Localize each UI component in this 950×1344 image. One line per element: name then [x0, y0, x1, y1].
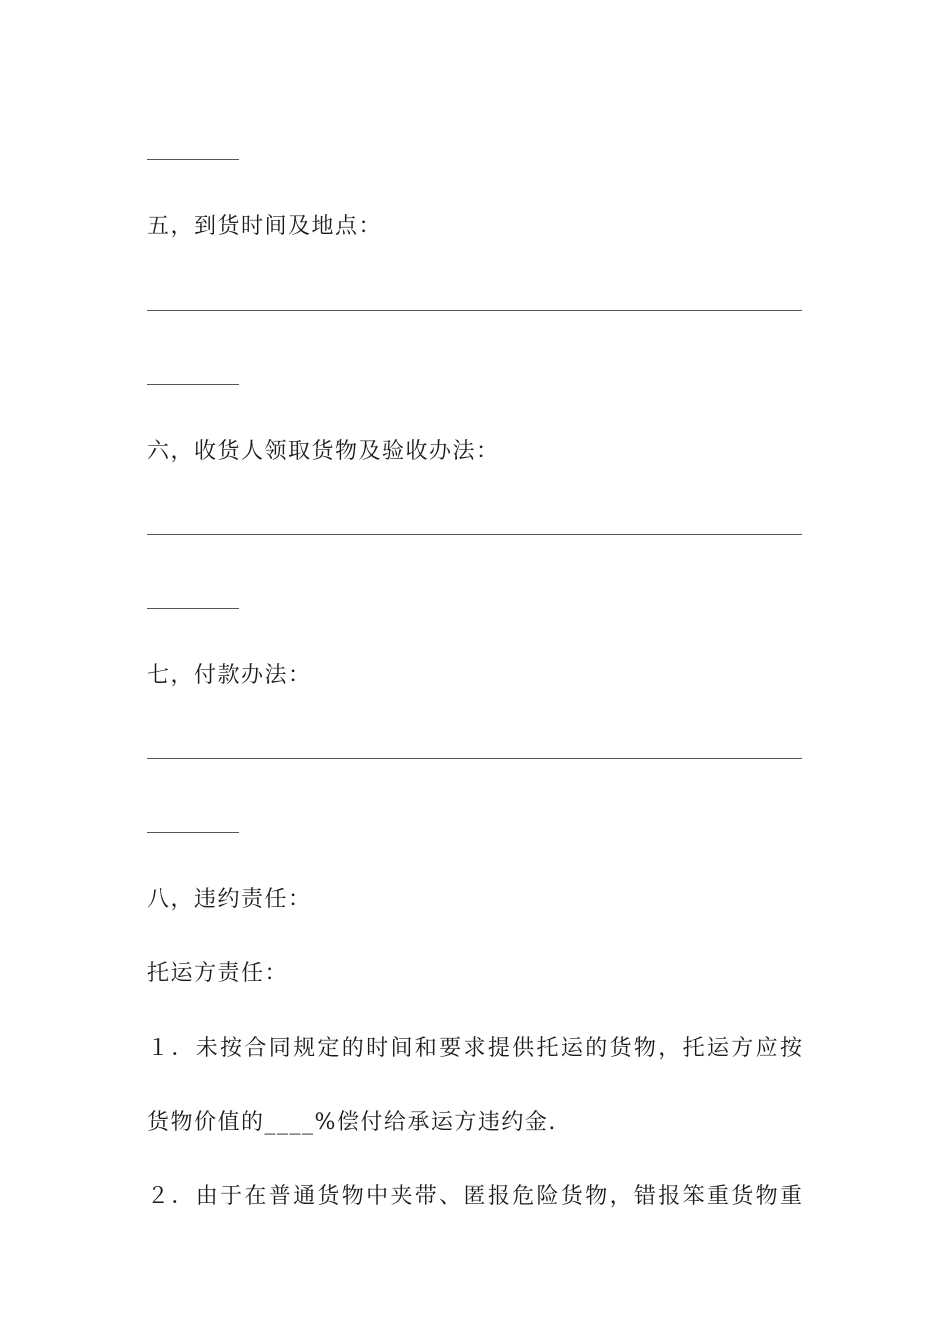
blank-line-long — [147, 310, 802, 311]
blank-line-long — [147, 534, 802, 535]
blank-line-long — [147, 758, 802, 759]
section-heading-7: 七，付款办法： — [147, 663, 312, 688]
blank-line-short — [147, 608, 239, 609]
blank-line-short — [147, 384, 239, 385]
clause-1-line-2: 货物价值的____%偿付给承运方违约金. — [147, 1110, 557, 1135]
blank-line-short — [147, 159, 239, 160]
clause-1-line-1: １．未按合同规定的时间和要求提供托运的货物，托运方应按 — [147, 1036, 802, 1061]
section-heading-5: 五，到货时间及地点： — [147, 214, 383, 239]
blank-line-short — [147, 832, 239, 833]
subheading-shipper-liability: 托运方责任： — [147, 961, 289, 986]
section-heading-8: 八，违约责任： — [147, 887, 312, 912]
section-heading-6: 六，收货人领取货物及验收办法： — [147, 439, 500, 464]
clause-2-line-1: ２．由于在普通货物中夹带、匿报危险货物，错报笨重货物重 — [147, 1184, 802, 1209]
